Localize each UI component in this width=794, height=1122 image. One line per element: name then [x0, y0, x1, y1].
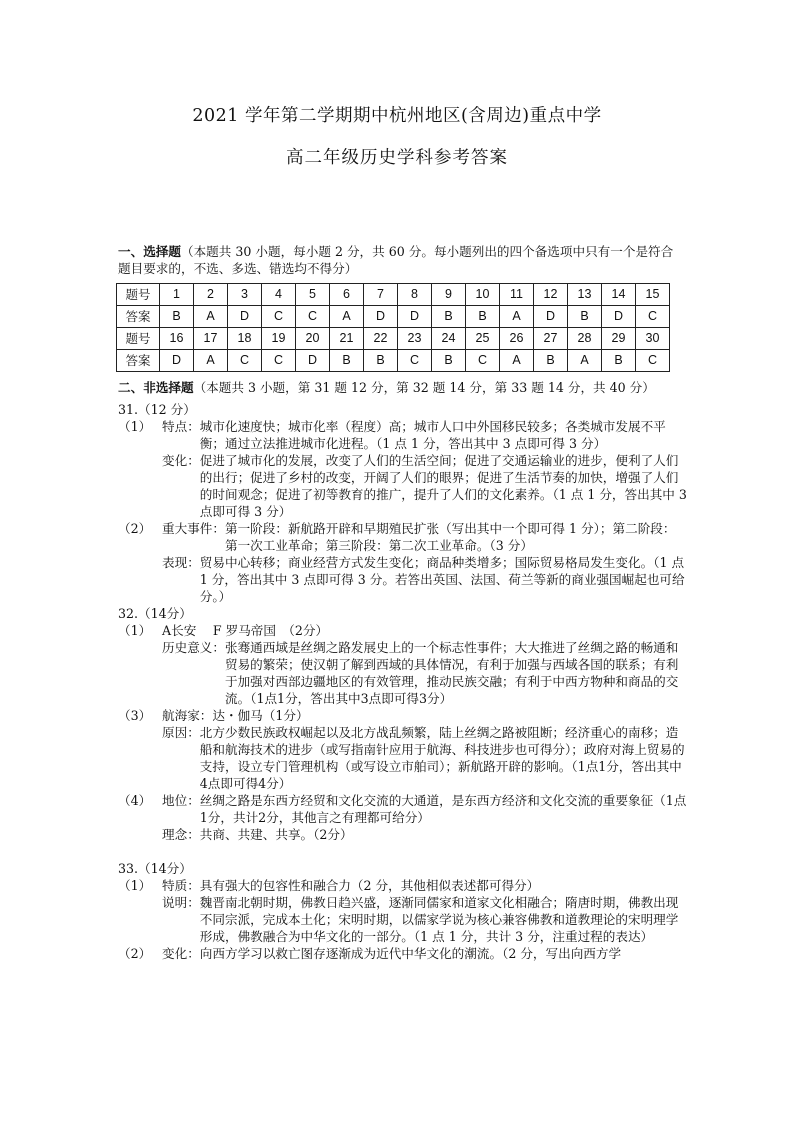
question-number-cell: 16 — [160, 328, 194, 350]
question-number-cell: 9 — [432, 284, 466, 306]
question-number-cell: 8 — [398, 284, 432, 306]
question-number-cell: 12 — [534, 284, 568, 306]
part-text: 向西方学习以救亡图存逐渐成为近代中华文化的潮流。（2 分，写出向西方学 — [199, 946, 622, 961]
part-text: 魏晋南北朝时期，佛教日趋兴盛，逐渐同儒家和道家文化相融合；隋唐时期，佛教出现不同宗派，完成本土化；宋明时期，以儒家学说为核心兼容佛教和道教理论的宋明理学形成，佛教融合为中华文化的一部分。（1 点 1 分，共计 3 分，注重过程的表达） — [199, 895, 679, 944]
answer-cell: B — [330, 350, 364, 372]
part-label: 特质： — [162, 878, 200, 893]
question-number-cell: 3 — [228, 284, 262, 306]
answer-cell: B — [364, 350, 398, 372]
table-row-numbers — [117, 284, 670, 306]
answer-cell: B — [466, 306, 500, 328]
question-number-cell: 30 — [636, 328, 670, 350]
part-label: 地位： — [162, 793, 200, 808]
question-number-cell: 1 — [160, 284, 194, 306]
answer-cell: B — [568, 306, 602, 328]
part-text: 张骞通西域是丝绸之路发展史上的一个标志性事件；大大推进了丝绸之路的畅通和贸易的繁荣；使汉朝了解到西域的具体情况，有利于加强与西域各国的联系；有利于加强对西部边疆地区的有效管理，推动民族交融；有利于中西方物种和商品的交流。（1点1分，答出其中3点即可得3分） — [224, 640, 679, 706]
table-row-answers — [117, 306, 670, 328]
part-label: 重大事件： — [162, 521, 225, 536]
part-number: （2） — [118, 521, 152, 536]
part-number: （2） — [118, 946, 152, 961]
q33-part1 — [118, 877, 688, 894]
part-label: 原因： — [162, 725, 200, 740]
part-label: 历史意义： — [162, 640, 225, 655]
row-label: 答案 — [117, 306, 160, 328]
answer-cell: A — [194, 350, 228, 372]
answer-cell: D — [364, 306, 398, 328]
question-number-cell: 4 — [262, 284, 296, 306]
question-number-cell: 17 — [194, 328, 228, 350]
answer-cell: A — [330, 306, 364, 328]
answer-cell: C — [228, 350, 262, 372]
section1-desc: （本题共 30 小题，每小题 2 分，共 60 分。每小题列出的四个备选项中只有一个是符合题目要求的，不选、多选、错选均不得分） — [118, 244, 674, 276]
part-label: 表现： — [162, 555, 200, 570]
part-text: 城市化速度快；城市化率（程度）高；城市人口中外国移民较多；各类城市发展不平衡；通过立法推进城市化进程。（1 点 1 分，答出其中 3 点即可得 3 分） — [199, 419, 666, 451]
answer-cell: A — [500, 306, 534, 328]
part-text: 具有强大的包容性和融合力（2 分，其他相似表述都可得分） — [199, 878, 540, 893]
question-number-cell: 24 — [432, 328, 466, 350]
answer-cell: B — [432, 350, 466, 372]
section2-heading: 二、非选择题 — [118, 380, 194, 395]
part-number: （1） — [118, 419, 152, 434]
question-number-cell: 29 — [602, 328, 636, 350]
question-number-cell: 25 — [466, 328, 500, 350]
answer-cell: D — [296, 350, 330, 372]
answer-cell: D — [602, 306, 636, 328]
answers-body — [118, 401, 688, 962]
section1-heading: 一、选择题 — [118, 244, 181, 259]
question-number-cell: 23 — [398, 328, 432, 350]
part-number: （1） — [118, 878, 152, 893]
table-row-numbers — [117, 328, 670, 350]
section2-desc: （本题共 3 小题，第 31 题 12 分，第 32 题 14 分，第 33 题 14 分，共 40 分） — [193, 380, 655, 395]
part-text: 促进了城市化的发展，改变了人们的生活空间；促进了交通运输业的进步，便利了人们的出行；促进了乡村的改变，开阔了人们的眼界；促进了生活节奏的加快，增强了人们的时间观念；促进了初等教育的推广，提升了人们的文化素养。（1 点 1 分，答出其中 3 点即可得 3 分） — [199, 453, 687, 519]
part-label: 说明： — [162, 895, 200, 910]
question-number-cell: 22 — [364, 328, 398, 350]
q31-part2 — [118, 520, 688, 554]
question-number-cell: 5 — [296, 284, 330, 306]
question-number-cell: 28 — [568, 328, 602, 350]
q31-part2b — [118, 554, 688, 605]
q32-part4b — [118, 826, 688, 843]
answer-cell: A — [194, 306, 228, 328]
section1-intro — [118, 243, 680, 277]
question-number-cell: 15 — [636, 284, 670, 306]
q32-part1b — [118, 639, 688, 707]
part-text: A长安 F 罗马帝国 （2分） — [162, 623, 329, 638]
question-number-cell: 7 — [364, 284, 398, 306]
answer-cell: C — [296, 306, 330, 328]
answer-cell: C — [262, 350, 296, 372]
answer-cell: B — [602, 350, 636, 372]
answer-cell: C — [466, 350, 500, 372]
q31-part1b — [118, 452, 688, 520]
question-number-cell: 6 — [330, 284, 364, 306]
section2-intro — [118, 379, 688, 396]
answer-cell: A — [500, 350, 534, 372]
answer-cell: D — [398, 306, 432, 328]
part-text: 第一阶段：新航路开辟和早期殖民扩张（写出其中一个即可得 1 分）；第二阶段：第一次工业革命；第三阶段：第二次工业革命。（3 分） — [224, 521, 676, 553]
question-number-cell: 14 — [602, 284, 636, 306]
q33-part1b — [118, 894, 688, 945]
question-number-cell: 26 — [500, 328, 534, 350]
question-number-cell: 27 — [534, 328, 568, 350]
doc-subtitle: 高二年级历史学科参考答案 — [286, 148, 508, 168]
q33-part2 — [118, 945, 688, 962]
q32-heading: 32.（14分） — [118, 606, 192, 621]
q31-part1 — [118, 418, 688, 452]
answer-cell: D — [534, 306, 568, 328]
part-number: （3） — [118, 708, 152, 723]
doc-title: 2021 学年第二学期期中杭州地区(含周边)重点中学 — [192, 106, 602, 126]
q32-part3b — [118, 724, 688, 792]
answer-cell: B — [534, 350, 568, 372]
question-number-cell: 19 — [262, 328, 296, 350]
answer-cell: B — [432, 306, 466, 328]
question-number-cell: 11 — [500, 284, 534, 306]
question-number-cell: 2 — [194, 284, 228, 306]
answer-cell: C — [636, 350, 670, 372]
q31-heading: 31.（12 分） — [118, 402, 196, 417]
part-label: 变化： — [162, 453, 200, 468]
answer-cell: B — [160, 306, 194, 328]
part-label: 理念： — [162, 827, 200, 842]
part-text: 丝绸之路是东西方经贸和文化交流的大通道，是东西方经济和文化交流的重要象征（1点1分，共计2分，其他言之有理都可给分） — [199, 793, 687, 825]
part-label: 变化： — [162, 946, 200, 961]
answer-cell: D — [228, 306, 262, 328]
part-text: 贸易中心转移；商业经营方式发生变化；商品种类增多；国际贸易格局发生变化。（1 点 1 分，答出其中 3 点即可得 3 分。若答出英国、法国、荷兰等新的商业强国崛起也可给分。） — [199, 555, 685, 604]
question-number-cell: 10 — [466, 284, 500, 306]
q32-part4 — [118, 792, 688, 826]
part-text: 北方少数民族政权崛起以及北方战乱频繁，陆上丝绸之路被阻断；经济重心的南移；造船和航海技术的进步（或写指南针应用于航海、科技进步也可得分）；政府对海上贸易的支持，设立专门管理机构（或写设立市舶司）；新航路开辟的影响。（1点1分，答出其中4点即可得4分） — [199, 725, 685, 791]
answer-cell: A — [568, 350, 602, 372]
answer-cell: C — [262, 306, 296, 328]
part-text: 航海家：达・伽马（1分） — [162, 708, 309, 723]
part-text: 共商、共建、共享。（2分） — [199, 827, 353, 842]
answer-cell: C — [636, 306, 670, 328]
table-row-answers — [117, 350, 670, 372]
answer-cell: D — [160, 350, 194, 372]
q33-heading: 33.（14分） — [118, 861, 192, 876]
part-number: （1） — [118, 623, 152, 638]
answer-cell: C — [398, 350, 432, 372]
part-label: 特点： — [162, 419, 200, 434]
part-number: （4） — [118, 793, 152, 808]
row-label: 答案 — [117, 350, 160, 372]
q32-part1 — [118, 622, 688, 639]
answer-table — [116, 283, 670, 372]
question-number-cell: 21 — [330, 328, 364, 350]
question-number-cell: 18 — [228, 328, 262, 350]
question-number-cell: 13 — [568, 284, 602, 306]
row-label: 题号 — [117, 284, 160, 306]
question-number-cell: 20 — [296, 328, 330, 350]
q32-part3 — [118, 707, 688, 724]
row-label: 题号 — [117, 328, 160, 350]
spacer — [118, 843, 688, 860]
